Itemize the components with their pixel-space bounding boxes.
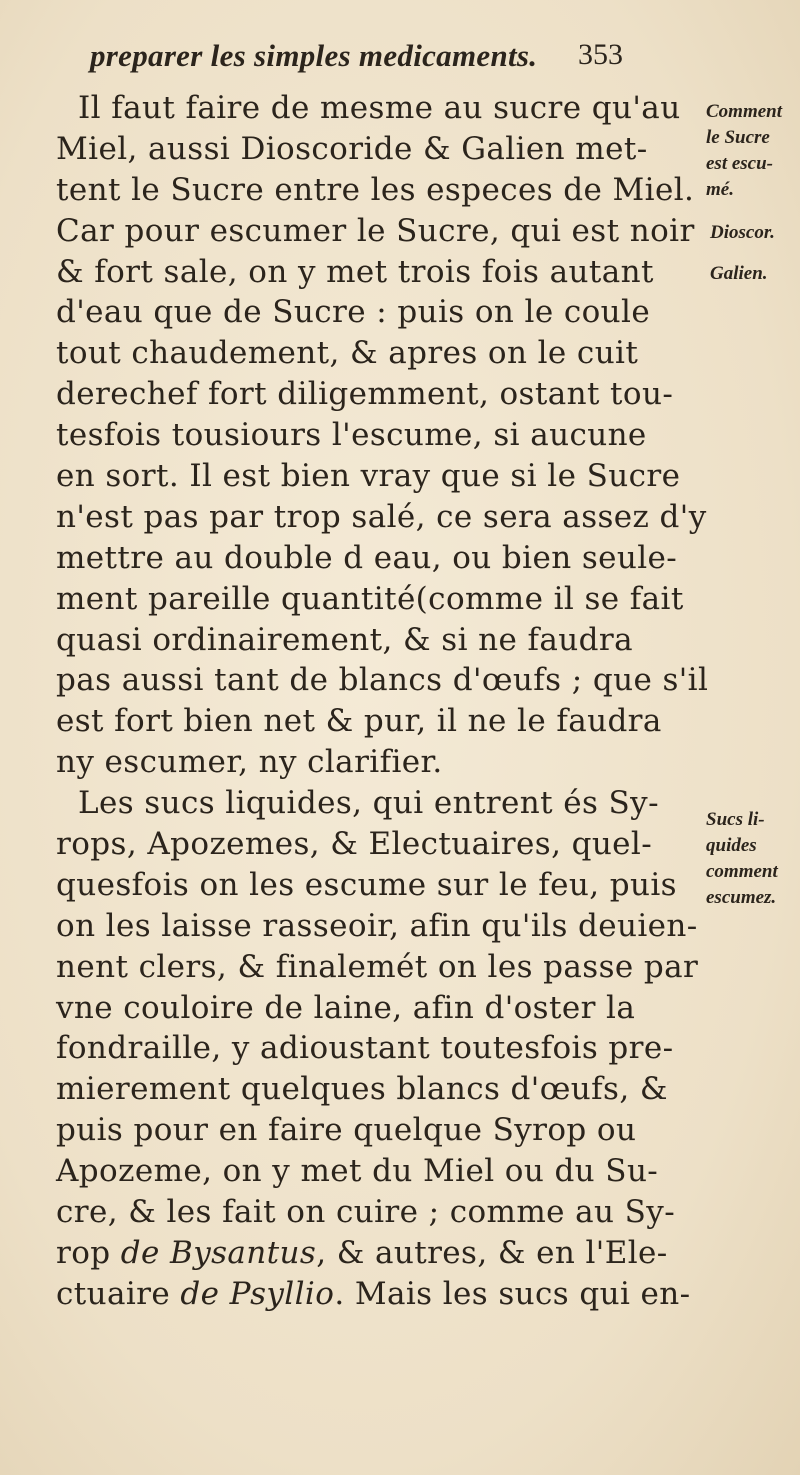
text-line <box>56 1233 716 1274</box>
text-line: quasi ordinairement, & si ne faudra <box>56 621 633 658</box>
margin-note: quides <box>706 835 757 856</box>
margin-note: Sucs li- <box>706 809 765 830</box>
text-run: , & autres, & en l'Ele- <box>316 1234 668 1271</box>
text-line: cre, & les fait on cuire ; comme au Sy- <box>56 1194 676 1231</box>
margin-note: est escu- <box>706 153 774 174</box>
text-line: on les laisse rasseoir, afin qu'ils deuien- <box>56 907 698 944</box>
text-line: ment pareille quantité(comme il se fait <box>56 580 684 617</box>
text-run: . Mais les sucs qui en- <box>334 1275 691 1312</box>
page-number: 353 <box>578 38 623 71</box>
margin-note: mé. <box>706 179 734 200</box>
margin-note: Galien. <box>710 263 768 284</box>
text-line: en sort. Il est bien vray que si le Sucre <box>56 458 681 495</box>
text-line: derechef fort diligemment, ostant tou- <box>56 376 674 413</box>
text-line: Il faut faire de mesme au sucre qu'au <box>78 90 681 126</box>
text-line: Les sucs liquides, qui entrent és Sy- <box>78 785 659 822</box>
running-title: preparer les simples medicaments. <box>90 38 538 73</box>
text-line: Miel, aussi Dioscoride & Galien met- <box>56 130 648 167</box>
text-line <box>56 1274 716 1315</box>
text-line: ny escumer, ny clarifier. <box>56 744 443 781</box>
text-line: tesfois tousiours l'escume, si aucune <box>56 417 647 454</box>
text-line: n'est pas par trop salé, ce sera assez d'y <box>56 498 707 535</box>
text-line: mettre au double d eau, ou bien seule- <box>56 539 678 576</box>
text-line: mierement quelques blancs d'œufs, & <box>56 1071 668 1108</box>
text-line: est fort bien net & pur, il ne le faudra <box>56 703 662 740</box>
text-run: ctuaire <box>56 1275 181 1312</box>
margin-note: Comment <box>706 101 783 122</box>
italic-run: de Bysantus <box>120 1234 317 1271</box>
italic-run: de Psyllio <box>180 1275 335 1312</box>
margin-note: escumez. <box>706 887 777 908</box>
text-line: d'eau que de Sucre : puis on le coule <box>56 294 651 331</box>
text-line: tent le Sucre entre les especes de Miel. <box>56 171 695 208</box>
page-header <box>90 38 750 82</box>
text-line: Apozeme, on y met du Miel ou du Su- <box>56 1153 659 1190</box>
margin-note: comment <box>706 861 778 882</box>
text-line: nent clers, & finalemét on les passe par <box>56 948 699 985</box>
text-line: pas aussi tant de blancs d'œufs ; que s'il <box>56 662 709 699</box>
text-run: rop <box>56 1234 121 1271</box>
text-line: rops, Apozemes, & Electuaires, quel- <box>56 826 653 863</box>
body-text <box>56 88 716 1315</box>
margin-note: le Sucre <box>706 127 770 148</box>
text-line: Car pour escumer le Sucre, qui est noir <box>56 212 695 249</box>
text-line: & fort sale, on y met trois fois autant <box>56 253 654 290</box>
text-line: fondraille, y adioustant toutesfois pre- <box>56 1030 674 1067</box>
margin-note: Dioscor. <box>710 222 775 243</box>
text-line: quesfois on les escume sur le feu, puis <box>56 866 677 903</box>
text-line: tout chaudement, & apres on le cuit <box>56 335 639 372</box>
text-line: puis pour en faire quelque Syrop ou <box>56 1112 637 1149</box>
text-line: vne couloire de laine, afin d'oster la <box>56 989 636 1026</box>
